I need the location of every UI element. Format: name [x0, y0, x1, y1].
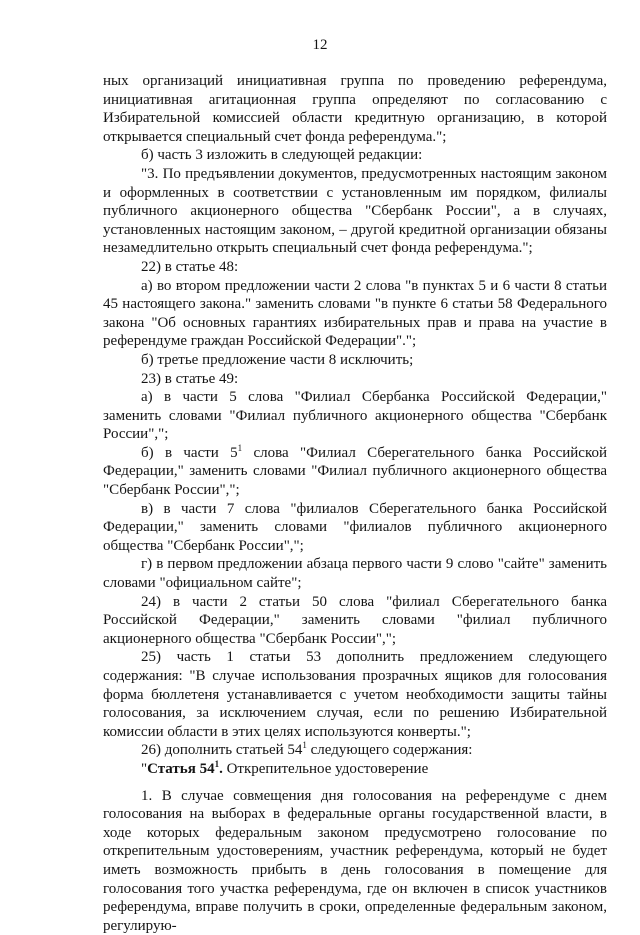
text-fragment: 26) дополнить статьей 54	[141, 742, 303, 759]
text-fragment: б) в части 5	[141, 444, 238, 461]
article-title-text: Открепительное удостоверение	[222, 760, 429, 777]
article-label: Статья 54	[147, 760, 215, 777]
superscript: 1	[302, 740, 307, 751]
paragraph-item-22: 22) в статье 48:	[141, 258, 239, 275]
superscript: 1	[214, 758, 220, 769]
article-number	[147, 758, 223, 777]
paragraph-article-part1: 1. В случае совмещения дня голосования на референдуме с днем голосования на выборах в федеральные органы государственной власти, в ходе которых федеральным законом предусмотрено голосование по открепительным удостоверениям, участник референдума, который не будет иметь возможность прибыть в день голосования в помещение для голосования того участка референдума, где он включен в список участников референдума, вправе получить в сроки, определенные федеральным законом, регулирую-	[103, 787, 607, 934]
paragraph-item-23v: в) в части 7 слова "филиалов Сберегательного банка Российской Федерации," заменить словами "филиалов публичного акционерного общества "Сбербанк России",";	[103, 500, 607, 554]
paragraph-item-24: 24) в части 2 статьи 50 слова "филиал Сберегательного банка Российской Федерации," заменить словами "филиал публичного акционерного общества "Сбербанк России",";	[103, 593, 607, 647]
paragraph-continuation: ных организаций инициативная группа по проведению референдума, инициативная агитационная группа определяют по согласованию с Избирательной комиссией области кредитную организацию, в которой открывается специальный счет фонда референдума.";	[103, 73, 607, 145]
paragraph-item-23g: г) в первом предложении абзаца первого части 9 слово "сайте" заменить словами "официальном сайте";	[103, 556, 607, 592]
paragraph-quoted-part3: "3. По предъявлении документов, предусмотренных настоящим законом и оформленных в соответствии с установленным им порядком, филиалы публичного акционерного общества "Сбербанк России", а в случаях, установленных настоящим законом, – другой кредитной организации обязаны незамедлительно открыть специальный счет фонда референдума.";	[103, 165, 607, 257]
paragraph-item-23: 23) в статье 49:	[141, 370, 239, 387]
article-dot: .	[219, 760, 223, 777]
document-body	[103, 72, 607, 935]
opening-quote: "	[141, 760, 148, 777]
paragraph-item-b-part3: б) часть 3 изложить в следующей редакции:	[141, 147, 423, 164]
paragraph-item-22a: а) во втором предложении части 2 слова "в пунктах 5 и 6 части 8 статьи 45 настоящего закона." заменить словами "в пункте 6 статьи 58 Федерального закона "Об основных гарантиях избирательных прав и права на участие в референдуме граждан Российской Федерации".";	[103, 277, 607, 350]
paragraph-item-26	[103, 741, 607, 760]
article-heading	[103, 760, 607, 779]
paragraph-item-23b	[103, 444, 607, 500]
superscript: 1	[237, 442, 243, 453]
paragraph-item-22b: б) третье предложение части 8 исключить;	[141, 351, 414, 368]
paragraph-item-25: 25) часть 1 статьи 53 дополнить предложением следующего содержания: "В случае использования прозрачных ящиков для голосования форма бюллетеня устанавливается с учетом необходимости защиты тайны голосования, за исключением случая, если по решению Избирательной комиссии области в этих целях используются конверты.";	[103, 649, 607, 740]
paragraph-item-23a: а) в части 5 слова "Филиал Сбербанка Российской Федерации," заменить словами "Филиал публичного акционерного общества "Сбербанк России",";	[103, 389, 607, 443]
page-number: 12	[312, 37, 328, 53]
text-fragment: следующего содержания:	[306, 742, 473, 759]
text-fragment: слова "Филиал Сберегательного банка Российской Федерации," заменить словами "Филиал публичного акционерного общества "Сбербанк России",";	[103, 444, 607, 499]
